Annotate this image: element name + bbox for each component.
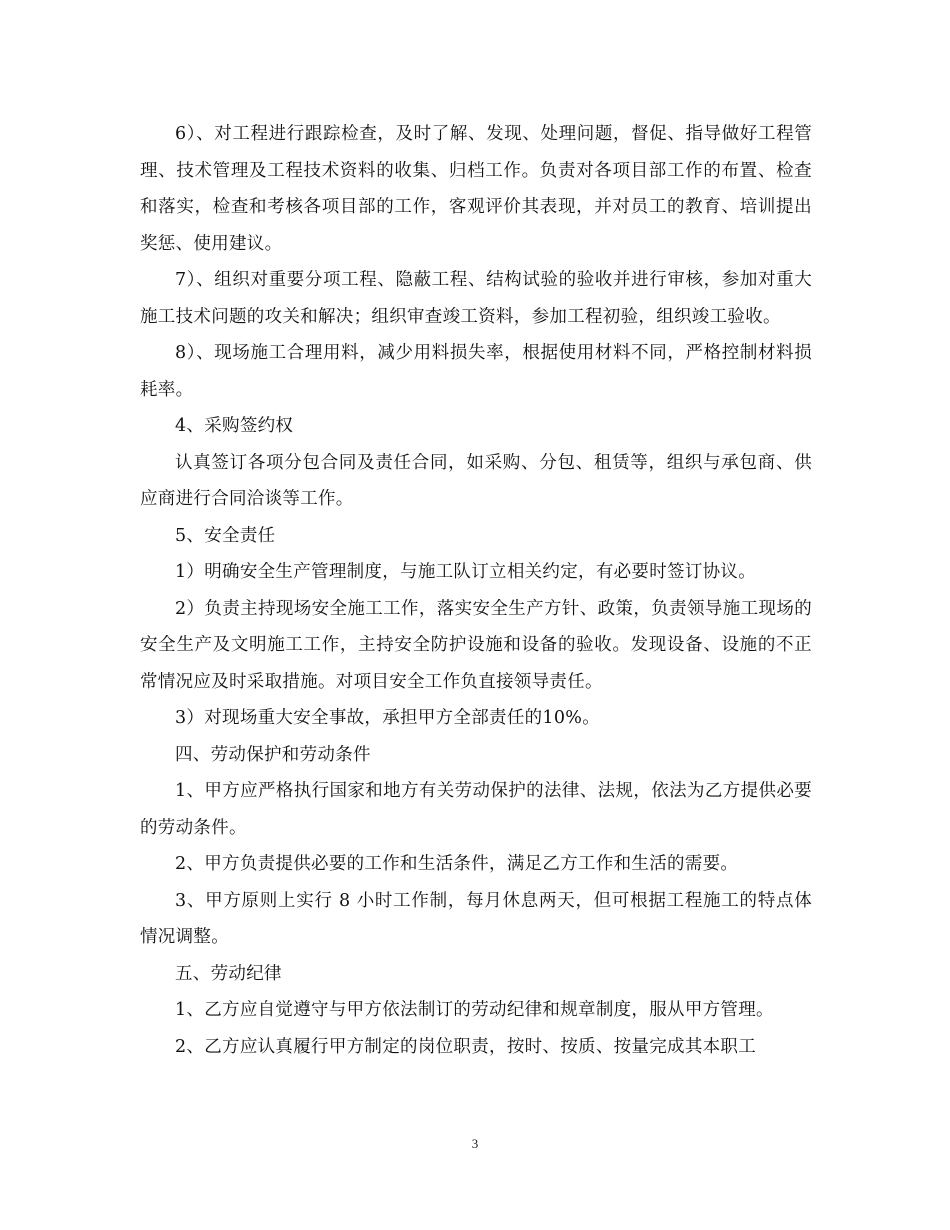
- heading-safety-responsibility: 5、安全责任: [175, 525, 276, 546]
- document-body: [140, 116, 812, 1065]
- paragraph-item-6-duties: 6）、对工程进行跟踪检查，及时了解、发现、处理问题，督促、指导做好工程管理、技术管理及工程技术资料的收集、归档工作。负责对各项目部工作的布置、检查和落实，检查和考核各项目部的工作，客观评价其表现，并对员工的教育、培训提出奖惩、使用建议。: [140, 124, 812, 254]
- paragraph-labor-protection-3: 3、甲方原则上实行 8 小时工作制，每月休息两天，但可根据工程施工的特点体情况调整。: [140, 890, 812, 947]
- heading-labor-discipline: 五、劳动纪律: [175, 963, 282, 984]
- paragraph-item-7-acceptance: 7）、组织对重要分项工程、隐蔽工程、结构试验的验收并进行审核，参加对重大施工技术问题的攻关和解决；组织审查竣工资料，参加工程初验，组织竣工验收。: [140, 270, 812, 327]
- paragraph-labor-protection-1: 1、甲方应严格执行国家和地方有关劳动保护的法律、法规，依法为乙方提供必要的劳动条件。: [140, 781, 812, 838]
- page-number: 3: [471, 1136, 479, 1151]
- paragraph-labor-discipline-2: 2、乙方应认真履行甲方制定的岗位职责，按时、按质、按量完成其本职工: [175, 1036, 757, 1057]
- heading-purchasing-rights: 4、采购签约权: [175, 416, 294, 436]
- paragraph-labor-protection-2: 2、甲方负责提供必要的工作和生活条件，满足乙方工作和生活的需要。: [175, 854, 739, 874]
- paragraph-safety-3: 3）对现场重大安全事故，承担甲方全部责任的10%。: [175, 708, 601, 728]
- paragraph-safety-2: 2）负责主持现场安全施工工作，落实安全生产方针、政策，负责领导施工现场的安全生产及文明施工工作，主持安全防护设施和设备的验收。发现设备、设施的不正常情况应及时采取措施。对项目安全工作负直接领导责任。: [140, 598, 812, 692]
- paragraph-purchasing-contracts: 认真签订各项分包合同及责任合同，如采购、分包、租赁等，组织与承包商、供应商进行合同洽谈等工作。: [140, 452, 812, 509]
- paragraph-item-8-materials: 8）、现场施工合理用料，减少用料损失率，根据使用材料不同，严格控制材料损耗率。: [140, 343, 812, 400]
- heading-labor-protection: 四、劳动保护和劳动条件: [175, 744, 371, 765]
- paragraph-labor-discipline-1: 1、乙方应自觉遵守与甲方依法制订的劳动纪律和规章制度，服从甲方管理。: [175, 1000, 774, 1020]
- paragraph-safety-1: 1）明确安全生产管理制度，与施工队订立相关约定，有必要时签订协议。: [175, 562, 757, 582]
